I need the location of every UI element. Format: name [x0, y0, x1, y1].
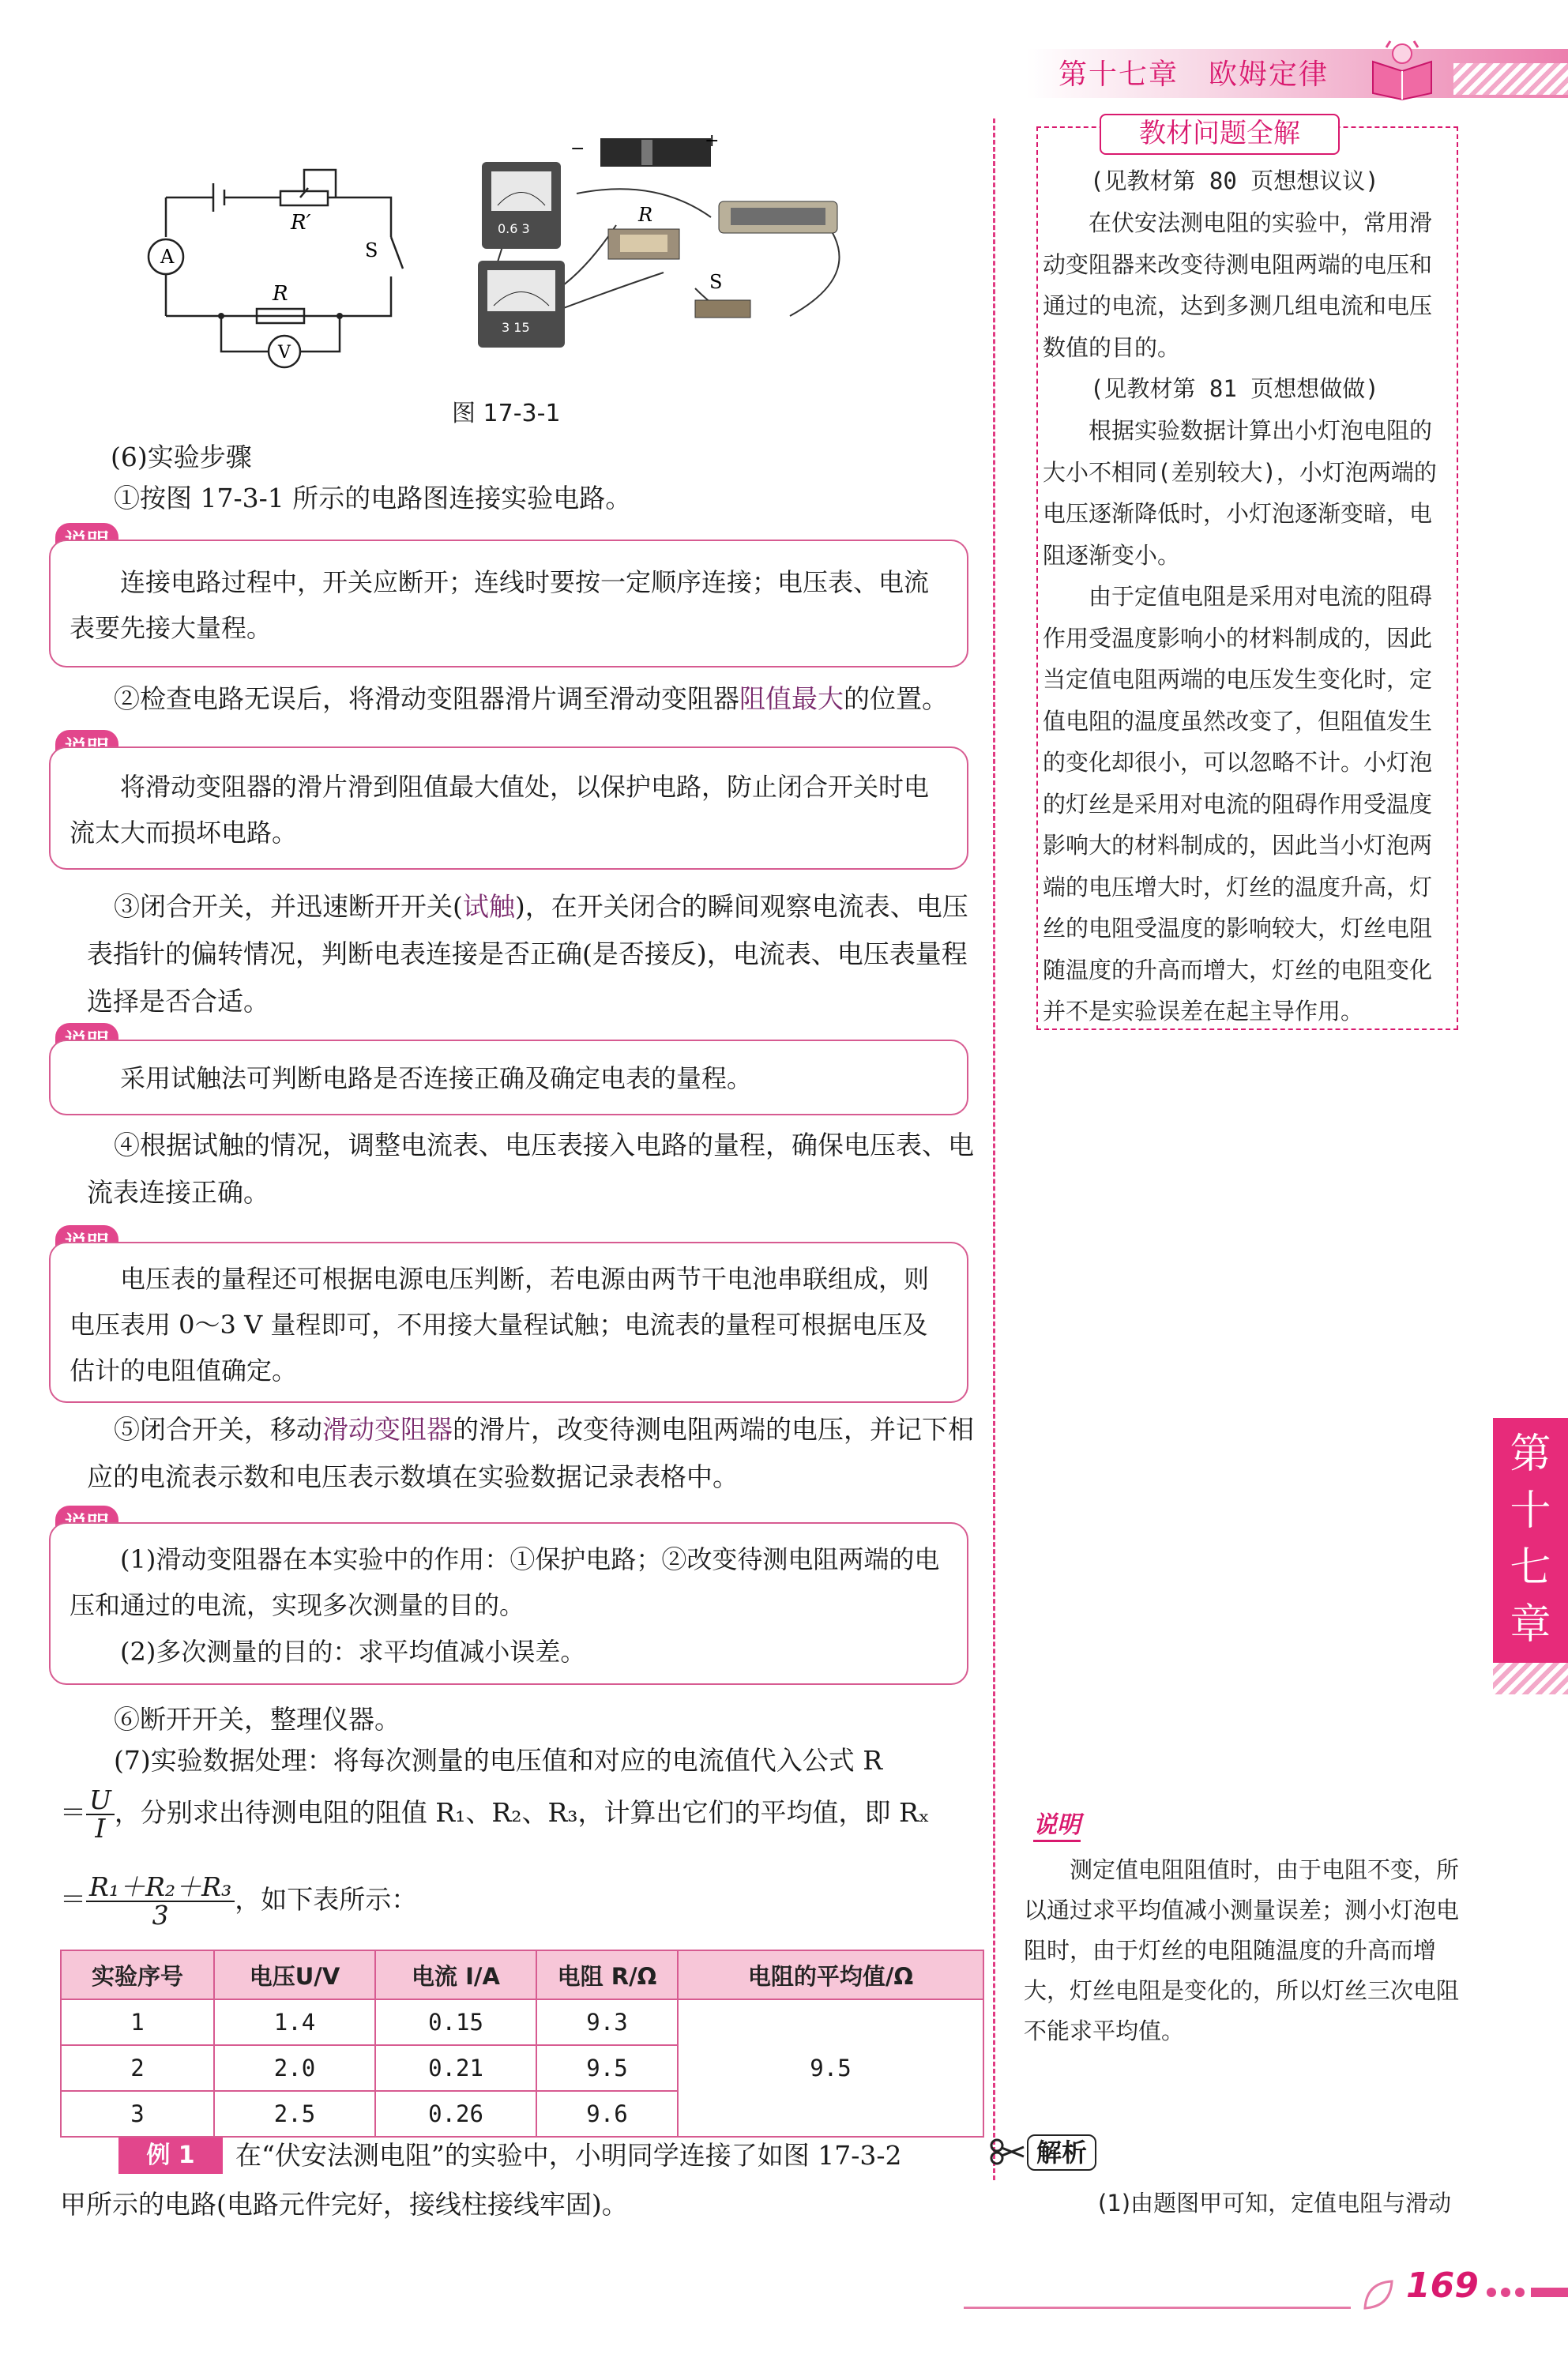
step-1: ①按图 17-3-1 所示的电路图连接实验电路。	[114, 483, 632, 513]
step-3-pre: ③闭合开关，并迅速断开开关(	[114, 891, 463, 922]
right-note-text: 测定值电阻阻值时，由于电阻不变，所以通过求平均值减小测量误差；测小灯泡电阻时，由于灯丝的电阻随温度的升高而增大，灯丝电阻是变化的，所以灯丝三次电阻不能求平均值。	[1024, 1856, 1460, 2044]
step-4: ④根据试触的情况，调整电流表、电压表接入电路的量程，确保电压表、电流表连接正确。	[87, 1130, 974, 1208]
fraction-numerator: U	[86, 1787, 115, 1815]
header-trial: 实验序号	[61, 1950, 214, 1999]
scissors-icon	[989, 2138, 1025, 2166]
cell-resistance: 9.3	[536, 1999, 678, 2045]
ammeter-label: A	[160, 246, 175, 268]
page-number: 169	[1406, 2266, 1479, 2306]
step-3-emphasis: 试触	[462, 891, 515, 922]
step-5	[87, 1406, 980, 1501]
cell-voltage: 2.5	[214, 2091, 375, 2137]
note-1-text: 连接电路过程中，开关应断开；连线时要按一定顺序连接；电压表、电流表要先接大量程。	[70, 567, 930, 643]
step-7-line-b	[60, 1784, 984, 1844]
photo-resistor-label: R	[638, 204, 653, 226]
cell-voltage: 1.4	[214, 1999, 375, 2045]
footer-line	[964, 2307, 1351, 2309]
cell-trial: 2	[61, 2045, 214, 2091]
cell-current: 0.15	[375, 1999, 536, 2045]
header-voltage: 电压U/V	[214, 1950, 375, 1999]
sidebar-ref-1: (见教材第 80 页想想议议)	[1090, 167, 1379, 194]
step-2	[87, 676, 980, 722]
switch-label: S	[365, 239, 378, 261]
step-heading: (6)实验步骤	[111, 442, 252, 472]
chapter-tab-char: 七	[1510, 1544, 1551, 1592]
header-resistance: 电阻 R/Ω	[536, 1950, 678, 1999]
equals-sign: ＝	[60, 1797, 86, 1828]
step-6: ⑥断开开关，整理仪器。	[114, 1704, 400, 1735]
note-3-text: 采用试触法可判断电路是否连接正确及确定电表的量程。	[120, 1063, 753, 1093]
step-2-post: 的位置。	[844, 683, 948, 714]
fraction-denominator: I	[95, 1813, 106, 1844]
step-3	[87, 883, 980, 1025]
sidebar-para-1: 在伏安法测电阻的实验中，常用滑动变阻器来改变待测电阻两端的电压和通过的电流，达到多测几组电流和电压数值的目的。	[1043, 209, 1433, 361]
example-text-line-2: 甲所示的电路(电路元件完好，接线柱接线牢固)。	[60, 2189, 628, 2220]
analysis-text: (1)由题图甲可知，定值电阻与滑动	[1098, 2190, 1452, 2217]
figure-caption: 图 17-3-1	[452, 400, 561, 427]
header-current: 电流 I/A	[375, 1950, 536, 1999]
meter1-scale: 0.6 3	[498, 221, 530, 236]
step-2-emphasis: 阻值最大	[739, 683, 844, 714]
analysis-label	[1027, 2133, 1096, 2171]
chapter-tab	[1493, 1418, 1568, 1663]
analysis-label-text: 解析	[1027, 2134, 1096, 2171]
chapter-header: 第十七章 欧姆定律	[1058, 58, 1329, 91]
footer-leaf-icon	[1359, 2275, 1398, 2314]
data-table	[60, 1950, 984, 2138]
fraction-average	[86, 1871, 235, 1931]
equals-sign: ＝	[60, 1884, 86, 1915]
chapter-tab-char: 章	[1510, 1601, 1551, 1649]
fraction-numerator: R₁＋R₂＋R₃	[86, 1874, 235, 1902]
meter2-scale: 3 15	[502, 320, 530, 335]
note-5-line-1: (1)滑动变阻器在本实验中的作用：①保护电路；②改变待测电阻两端的电压和通过的电流，实现多次测量的目的。	[70, 1544, 940, 1620]
tab-stripes	[1493, 1663, 1568, 1694]
step-5-pre: ⑤闭合开关，移动	[114, 1414, 322, 1445]
step-7-line-c	[60, 1871, 984, 1931]
step-2-pre: ②检查电路无误后，将滑动变阻器滑片调至滑动变阻器	[114, 683, 739, 714]
step-3-post: )，在开关闭合的瞬间观察电流表、电压表指针的偏转情况，判断电表连接是否正确(是否接反)，电流表、电压表量程选择是否合适。	[87, 891, 968, 1017]
sidebar-para-2: 根据实验数据计算出小灯泡电阻的大小不相同(差别较大)，小灯泡两端的电压逐渐降低时，小灯泡逐渐变暗，电阻逐渐变小。	[1043, 417, 1437, 569]
apparatus-illustration	[458, 130, 901, 367]
right-note-label: 说明	[1033, 1805, 1081, 1842]
note-2-text: 将滑动变阻器的滑片滑到阻值最大值处，以保护电路，防止闭合开关时电流太大而损坏电路。	[70, 772, 930, 848]
note-5-line-2: (2)多次测量的目的：求平均值减小误差。	[120, 1637, 586, 1667]
sidebar-para-3: 由于定值电阻是采用对电流的阻碍作用受温度影响小的材料制成的，因此当定值电阻两端的电压发生变化时，定值电阻的温度虽然改变了，但阻值发生的变化却很小，可以忽略不计。小灯泡的灯丝是采用对电流的阻碍作用受温度影响大的材料制成的，因此当小灯泡两端的电压增大时，灯丝的温度升高，灯丝的电阻受温度的影响较大，灯丝电阻随温度的升高而增大，灯丝的电阻变化并不是实验误差在起主导作用。	[1043, 583, 1433, 1025]
sidebar-ref-2: (见教材第 81 页想想做做)	[1090, 375, 1379, 402]
cell-current: 0.26	[375, 2091, 536, 2137]
sidebar-title: 教材问题全解	[1100, 114, 1340, 155]
note-4-text: 电压表的量程还可根据电源电压判断，若电源由两节干电池串联组成，则电压表用 0～3 V 量程即可，不用接大量程试触；电流表的量程可根据电压及估计的电阻值确定。	[70, 1264, 930, 1386]
voltmeter-label: V	[278, 343, 291, 363]
step-7-c-text: ，如下表所示：	[235, 1884, 418, 1915]
chapter-tab-char: 第	[1510, 1431, 1551, 1478]
footer-dots-icon	[1485, 2287, 1568, 2298]
step-5-post: 的滑片，改变待测电阻两端的电压，并记下相应的电流表示数和电压表示数填在实验数据记录表格中。	[87, 1414, 974, 1492]
chapter-tab-char: 十	[1510, 1487, 1551, 1535]
cell-resistance: 9.6	[536, 2091, 678, 2137]
cell-trial: 3	[61, 2091, 214, 2137]
cell-resistance: 9.5	[536, 2045, 678, 2091]
step-5-emphasis: 滑动变阻器	[322, 1414, 453, 1445]
battery-plus: +	[705, 131, 720, 151]
fraction-u-over-i	[86, 1784, 115, 1844]
resistor-label: R	[273, 282, 288, 306]
circuit-diagram	[142, 150, 427, 375]
rheostat-label: R′	[291, 211, 311, 235]
cell-average: 9.5	[678, 1999, 983, 2137]
step-7-line-a: (7)实验数据处理：将每次测量的电压值和对应的电流值代入公式 R	[114, 1745, 883, 1776]
table-row	[61, 1999, 983, 2045]
header-average: 电阻的平均值/Ω	[678, 1950, 983, 1999]
book-icon	[1367, 38, 1438, 101]
example-text-line-1: 在“伏安法测电阻”的实验中，小明同学连接了如图 17-3-2	[235, 2140, 902, 2171]
step-7-b-text: ，分别求出待测电阻的阻值 R₁、R₂、R₃，计算出它们的平均值，即 Rₓ	[114, 1797, 930, 1828]
fraction-denominator: 3	[152, 1900, 169, 1931]
header-stripes	[1453, 63, 1568, 95]
cell-voltage: 2.0	[214, 2045, 375, 2091]
cell-trial: 1	[61, 1999, 214, 2045]
example-label: 例 1	[118, 2138, 223, 2174]
battery-minus: −	[570, 139, 585, 159]
photo-switch-label: S	[709, 271, 723, 293]
cell-current: 0.21	[375, 2045, 536, 2091]
table-header-row	[61, 1950, 983, 1999]
column-divider	[993, 118, 995, 2180]
